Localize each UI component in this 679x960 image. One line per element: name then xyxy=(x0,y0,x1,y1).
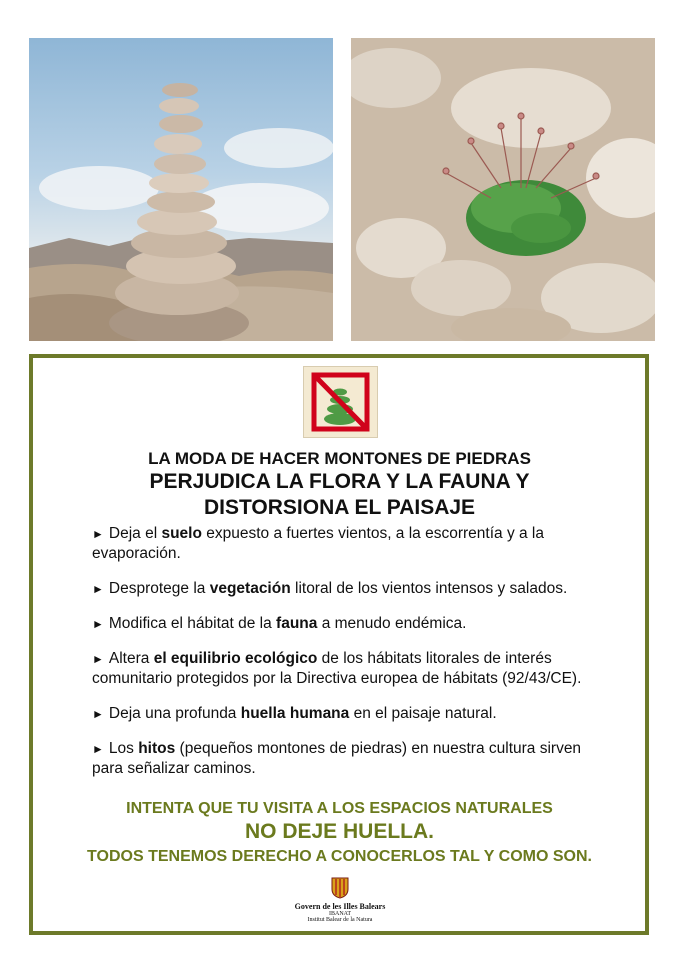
cta-line-3: TODOS TENEMOS DERECHO A CONOCERLOS TAL Y COMO SON. xyxy=(87,848,592,865)
arrow-bullet-icon: ► xyxy=(92,582,104,596)
arrow-bullet-icon: ► xyxy=(92,652,104,666)
govern-logo xyxy=(280,877,400,923)
rocks-and-plant-illustration xyxy=(351,38,655,341)
cta-line-2: NO DEJE HUELLA. xyxy=(244,820,435,843)
logo-institute: Institut Balear de la Natura xyxy=(307,917,373,923)
headline-line-2: PERJUDICA LA FLORA Y LA FAUNA Y xyxy=(149,470,530,493)
headline-line-1: LA MODA DE HACER MONTONES DE PIEDRAS xyxy=(148,449,531,468)
no-stone-stacking-icon xyxy=(303,366,378,438)
list-item: ► Desprotege la vegetación litoral de los vientos intensos y salados. xyxy=(92,580,568,597)
arrow-bullet-icon: ► xyxy=(92,617,104,631)
headline-line-3: DISTORSIONA EL PAISAJE xyxy=(203,496,476,519)
coat-of-arms-icon xyxy=(331,877,349,899)
arrow-bullet-icon: ► xyxy=(92,527,104,541)
list-item: ► Deja el suelo expuesto a fuertes vientos, a la escorrentía y a la evaporación. xyxy=(92,525,544,562)
cta-line-1: INTENTA QUE TU VISITA A LOS ESPACIOS NATURALES xyxy=(126,800,553,817)
logo-name: Govern de les Illes Balears xyxy=(294,902,386,911)
list-item: ► Deja una profunda huella humana en el paisaje natural. xyxy=(92,705,497,722)
impact-list xyxy=(92,524,612,794)
stone-cairn-illustration xyxy=(29,38,333,341)
logo-acronym: IBANAT xyxy=(329,911,351,917)
arrow-bullet-icon: ► xyxy=(92,707,104,721)
list-item: ► Altera el equilibrio ecológico de los hábitats litorales de interés comunitario protegidos por la Directiva europea de hábitats (92/43/CE). xyxy=(92,650,582,687)
list-item: ► Modifica el hábitat de la fauna a menudo endémica. xyxy=(92,615,467,632)
coastal-flora-photo xyxy=(351,38,655,341)
stone-cairn-photo xyxy=(29,38,333,341)
arrow-bullet-icon: ► xyxy=(92,742,104,756)
list-item: ► Los hitos (pequeños montones de piedras) en nuestra cultura sirven para señalizar caminos. xyxy=(92,740,582,777)
